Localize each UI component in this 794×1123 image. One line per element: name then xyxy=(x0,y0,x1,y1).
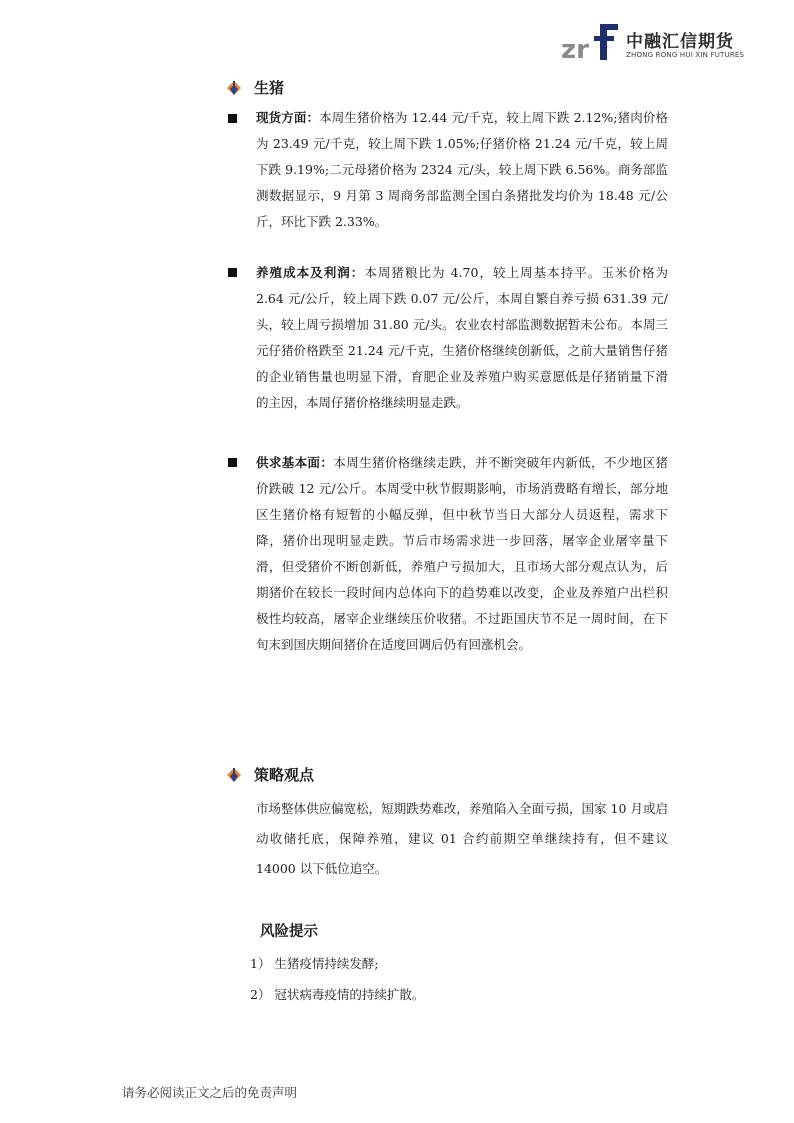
section-header-pig xyxy=(226,77,284,98)
spot-text: 本周生猪价格为 12.44 元/千克，较上周下跌 2.12%;猪肉价格为 23.49 元/千克，较上周下跌 1.05%;仔猪价格 21.24 元/千克，较上周下跌 9.19%;二元母猪价格为 2324 元/头，较上周下跌 6.56%。商务部监测数据显示，9 月第 3 周商务部监测全国白条猪批发均价为 18.48 元/公斤，环比下跌 2.33%。 xyxy=(256,110,668,229)
company-logo xyxy=(560,20,750,64)
bullet-square-icon xyxy=(228,268,237,277)
risk-title: 风险提示 xyxy=(260,924,318,940)
diamond-arrow-icon xyxy=(226,767,242,783)
bullet-square-icon xyxy=(228,458,237,467)
svg-text:zr: zr xyxy=(561,35,589,64)
cost-paragraph xyxy=(256,260,668,416)
diamond-arrow-icon xyxy=(226,80,242,96)
section-title-pig: 生猪 xyxy=(254,79,285,97)
section-header-strategy xyxy=(226,764,314,785)
spot-paragraph xyxy=(256,105,668,235)
logo-en-name: ZHONG RONG HUI XIN FUTURES xyxy=(626,51,745,59)
section-title-strategy: 策略观点 xyxy=(254,766,315,784)
bullet-square-icon xyxy=(228,114,237,123)
supply-label: 供求基本面： xyxy=(256,455,334,470)
cost-label: 养殖成本及利润： xyxy=(256,265,365,280)
strategy-paragraph: 市场整体供应偏宽松，短期跌势难改，养殖陷入全面亏损，国家 10 月或启动收储托底，保障养殖，建议 01 合约前期空单继续持有，但不建议 14000 以下低位追空。 xyxy=(256,801,668,876)
disclaimer-footer: 请务必阅读正文之后的免责声明 xyxy=(122,1085,298,1100)
cost-text: 本周猪粮比为 4.70，较上周基本持平。玉米价格为 2.64 元/公斤，较上周下跌 0.07 元/公斤，本周自繁自养亏损 631.39 元/头，较上周亏损增加 31.80 元/头。农业农村部监测数据暂未公布。本周三元仔猪价格跌至 21.24 元/千克，生猪价格继续创新低，之前大量销售仔猪的企业销售量也明显下滑，育肥企业及养殖户购买意愿低是仔猪销量下滑的主因，本周仔猪价格继续明显走跌。 xyxy=(256,265,668,410)
supply-paragraph xyxy=(256,450,668,658)
spot-label: 现货方面： xyxy=(256,110,320,125)
risk-item-2: 2） 冠状病毒疫情的持续扩散。 xyxy=(250,987,425,1002)
zrf-logo-mark xyxy=(560,20,620,64)
logo-cn-name: 中融汇信期货 xyxy=(626,32,734,52)
supply-text: 本周生猪价格继续走跌，并不断突破年内新低，不少地区猪价跌破 12 元/公斤。本周受中秋节假期影响，市场消费略有增长，部分地区生猪价格有短暂的小幅反弹，但中秋节当日大部分人员返程，需求下降，猪价出现明显走跌。节后市场需求进一步回落，屠宰企业屠宰量下滑，但受猪价不断创新低，养殖户亏损加大，且市场大部分观点认为，后期猪价在较长一段时间内总体向下的趋势难以改变，企业及养殖户出栏积极性均较高，屠宰企业继续压价收猪。不过距国庆节不足一周时间，在下旬末到国庆期间猪价在适度回调后仍有回涨机会。 xyxy=(256,455,668,652)
risk-item-1: 1） 生猪疫情持续发酵; xyxy=(250,956,379,971)
